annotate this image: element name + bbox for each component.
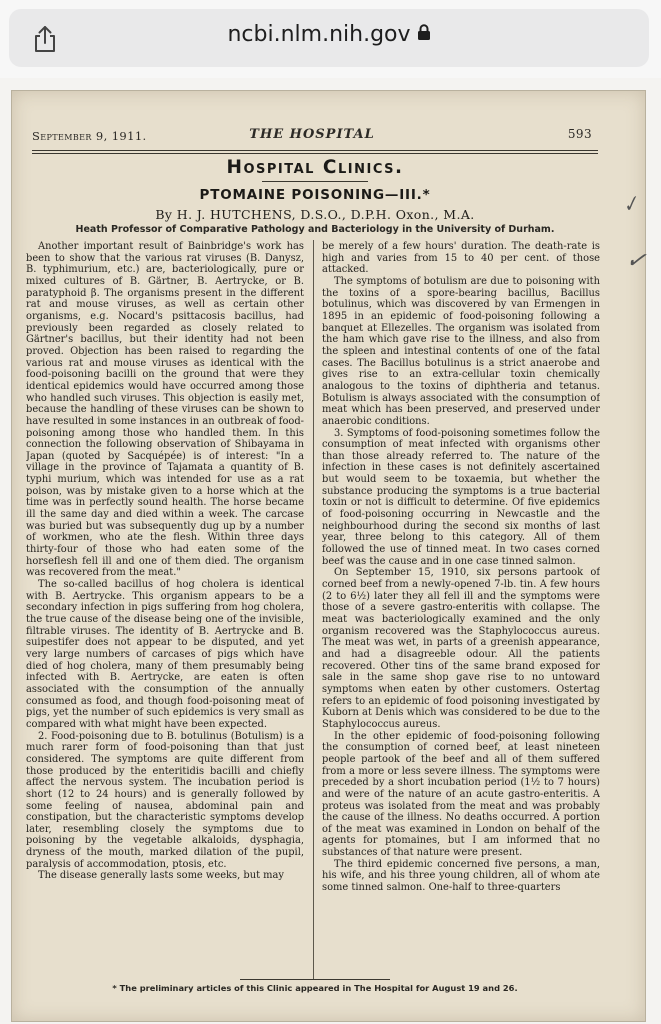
paragraph: On September 15, 1910, six persons partook of corned beef from a newly-opened 7-lb. tin. A few hours (2 to 6½) later they all fell ill and the symptoms were those of a severe gastro-enteritis with collapse. The meat was bacteriologically examined and the only organism recovered was the Staphylococcus aureus. The meat was wet, in parts of a greenish appearance, and had a disagreeble odour. All the patients recovered. Other tins of the same brand exposed for sale in the same shop gave rise to no untoward symptoms when eaten by other customers. Ostertag refers to an epidemic of food poisoning investigated by Kuborn at Denis which was considered to be due to the Staphylococcus aureus. (322, 567, 600, 730)
paragraph: The third epidemic concerned five persons, a man, his wife, and his three young children, all of whom ate some tinned salmon. One-half to three-quarters (322, 858, 600, 894)
paragraph: The disease generally lasts some weeks, but may (38, 870, 285, 882)
journal-title: THE HOSPITAL (249, 127, 375, 142)
paragraph: In the other epidemic of food-poisoning following the consumption of corned beef, at least nineteen people partook of the beef and all of them suffered from a more or less severe illness. The symptoms were preceded by a short incubation period (1½ to 7 hours) and were of the nature of an acute gastro-enteritis. A proteus was isolated from the meat and was probably the cause of the illness. No deaths occurred. A portion of the meat was examined in London on behalf of the agents for ptomaines, but I am informed that no substances of that nature were present. (322, 730, 600, 859)
issue-date: September 9, 1911. (32, 129, 147, 143)
margin-pencil-mark: ✓ (618, 189, 643, 219)
page-number: 593 (567, 127, 592, 141)
article-title: PTOMAINE POISONING—III.* (199, 187, 431, 203)
header-rule-thin (32, 153, 598, 154)
footnote: * The preliminary articles of this Clinic appeared in The Hospital for August 19 and 26. (112, 983, 518, 993)
lock-icon (417, 22, 431, 47)
paragraph: be merely of a few hours' duration. The death-rate is high and varies from 15 to 40 per cent. of those attacked. (322, 241, 600, 276)
browser-toolbar (0, 0, 661, 79)
url-text[interactable]: ncbi.nlm.nih.gov (227, 22, 411, 47)
left-column (26, 241, 304, 981)
paragraph: 2. Food-poisoning due to B. botulinus (Botulism) is a much rarer form of food-poisoning than that just considered. The symptoms are quite different from those produced by the enteritidis bacilli and chiefly affect the nervous system. The incubation period is short (12 to 24 hours) and is generally followed by some feeling of nausea, abdominal pain and constipation, but the characteristic symptoms develop later, resembling closely the symptoms due to poisoning by the vegetable alkaloids, dysphagia, dryness of the mouth, marked dilation of the pupil, paralysis of accommodation, ptosis, etc. (26, 730, 304, 870)
running-head (32, 127, 592, 149)
title-divider (262, 181, 368, 182)
header-rule (32, 150, 598, 151)
paragraph: 3. Symptoms of food-poisoning sometimes follow the consumption of meat infected with organisms other than those already referred to. The nature of the infection in these cases is not definitely ascertained but would seem to be toxaemia, but whether the substance producing the symptoms is a true bacterial toxin or not is difficult to determine. Of five epidemics of food-poisoning occurring in Newcastle and the neighbourhood during the second six months of last year, three belong to this category. All of them followed the use of tinned meat. In two cases corned beef was the cause and in one case tinned salmon. (322, 427, 600, 567)
footnote-rule (240, 979, 390, 980)
address-bar[interactable] (9, 9, 649, 67)
paragraph: The so-called bacillus of hog cholera is identical with B. Aertrycke. This organism appears to be a secondary infection in pigs suffering from hog cholera, the true cause of the disease being one of the invisible, filtrable viruses. The identity of B. Aertrycke and B. suipestifer does not appear to be disputed, and yet very large numbers of carcases of pigs which have died of hog cholera, many of them presumably being infected with B. Aertrycke, are eaten is often associated with the consumption of the annually consumed as food, and though food-poisoning meat of pigs, yet the number of such epidemics is very small as compared with what might have been expected. (26, 579, 304, 730)
margin-check-mark: ✓ (624, 244, 648, 276)
right-column (322, 241, 600, 981)
paragraph: Another important result of Bainbridge's work has been to show that the various rat viruses (B. Danysz, B. typhimurium, etc.) are, bacteriologically, pure or mixed cultures of B. Gärtner, B. Aertrycke, or B. paratyphoid β. The organisms present in the different rat and mouse viruses, as well as certain other organisms, e.g. Nocard's psittacosis bacillus, had previously been regarded as closely related to Gärtner's bacillus, but their identity had not been proved. Objection has been raised to regarding the various rat and mouse viruses as identical with the food-poisoning bacilli on the ground that were they identical epidemics would have occurred among those who handled such viruses. This objection is easily met, because the handling of these viruses can be shown to have resulted in some instances in an outbreak of food-poisoning among those who handled them. In this connection the following observation of Shibayama in Japan (quoted by Sacquépée) is of interest: "In a village in the province of Tajamata a quantity of B. typhi murium, which was intended for use as a rat poison, was by mistake given to a horse which at the time was in perfectly sound health. The horse became ill the same day and died within a week. The carcase was buried but was subsequently dug up by a number of workmen, who ate the flesh. Within three days thirty-four of those who had eaten some of the horseflesh fell ill and one of them died. The organism was recovered from the meat." (26, 241, 304, 579)
paragraph: The symptoms of botulism are due to poisoning with the toxins of a spore-bearing bacillus, Bacillus botulinus, which was discovered by van Ermengen in 1895 in an epidemic of food-poisoning following a banquet at Ellezelles. The organism was isolated from the ham which gave rise to the illness, and also from the spleen and intestinal contents of one of the fatal cases. The Bacillus botulinus is a strict anaerobe and gives rise to an extra-cellular toxin chemically analogous to the toxins of diphtheria and tetanus. Botulism is always associated with the consumption of meat which has been preserved, and preserved under anaerobic conditions. (322, 275, 600, 427)
column-divider (313, 240, 314, 980)
section-title: Hospital Clinics. (226, 157, 404, 178)
author-affiliation: Heath Professor of Comparative Pathology and Bacteriology in the University of Durham. (75, 224, 555, 235)
author-byline: By H. J. HUTCHENS, D.S.O., D.P.H. Oxon., M.A. (155, 207, 475, 222)
